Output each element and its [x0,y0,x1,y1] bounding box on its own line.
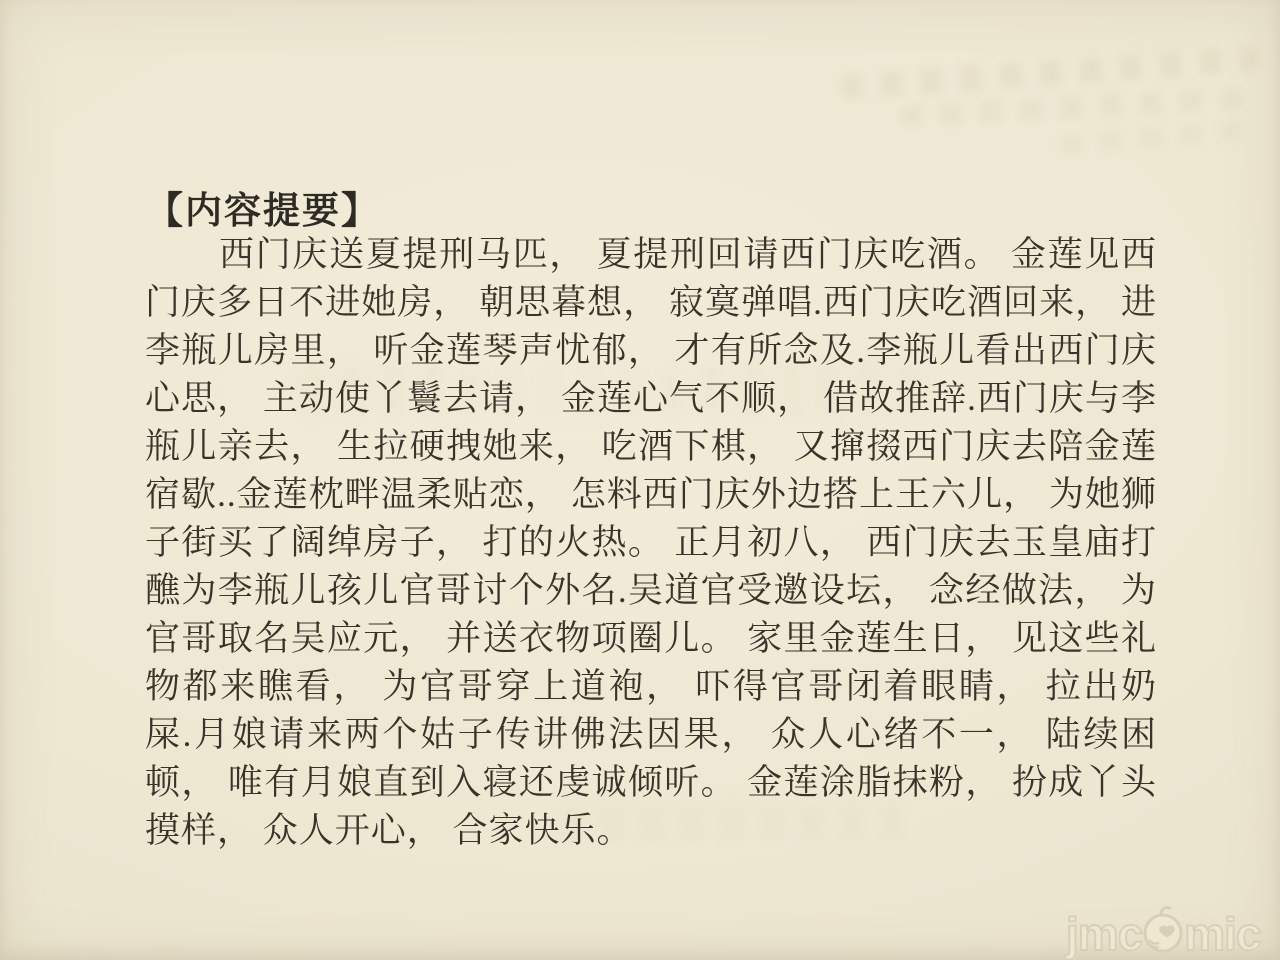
watermark-text-prefix: jmc [1066,907,1143,960]
watermark-text-suffix: mic [1184,907,1261,960]
watermark-logo [1066,901,1261,960]
summary-line: 醮为李瓶儿孩儿官哥讨个外名.吴道官受邀设坛， 念经做法， 为 [145,571,1157,610]
summary-line: 西门庆送夏提刑马匹， 夏提刑回请西门庆吃酒。 金莲见西 [219,235,1157,274]
section-heading: 【内容提要】 [146,191,380,232]
bleed-through-mark [1060,119,1261,154]
summary-line: 顿， 唯有月娘直到入寝还虔诚倾听。 金莲涂脂抹粉， 扮成丫头 [145,763,1157,802]
summary-paragraph [145,231,1157,855]
summary-line: 门庆多日不进她房， 朝思暮想， 寂寞弹唱.西门庆吃酒回来， 进 [145,283,1157,322]
summary-line: 物都来瞧看， 为官哥穿上道袍， 吓得官哥闭着眼睛， 拉出奶 [145,667,1157,706]
summary-line: 瓶儿亲去， 生拉硬拽她来， 吃酒下棋， 又撺掇西门庆去陪金莲 [145,427,1157,466]
summary-line: 宿歇..金莲枕畔温柔贴恋， 怎料西门庆外边搭上王六儿， 为她狮 [145,475,1157,514]
summary-line: 心思， 主动使丫鬟去请， 金莲心气不顺， 借故推辞.西门庆与李 [145,379,1157,418]
summary-line: 子街买了阔绰房子， 打的火热。 正月初八， 西门庆去玉皇庙打 [145,523,1157,562]
bleed-through-mark [840,45,1261,100]
bird-mascot-icon [1140,905,1186,960]
bleed-through-mark [900,87,1261,128]
summary-line: 官哥取名吴应元， 并送衣物项圈儿。 家里金莲生日， 见这些礼 [145,619,1157,658]
summary-line: 摸样， 众人开心， 合家快乐。 [145,811,633,850]
summary-line: 李瓶儿房里， 听金莲琴声忧郁， 才有所念及.李瓶儿看出西门庆 [145,331,1157,370]
summary-line: 屎.月娘请来两个姑子传讲佛法因果， 众人心绪不一， 陆续困 [145,715,1157,754]
